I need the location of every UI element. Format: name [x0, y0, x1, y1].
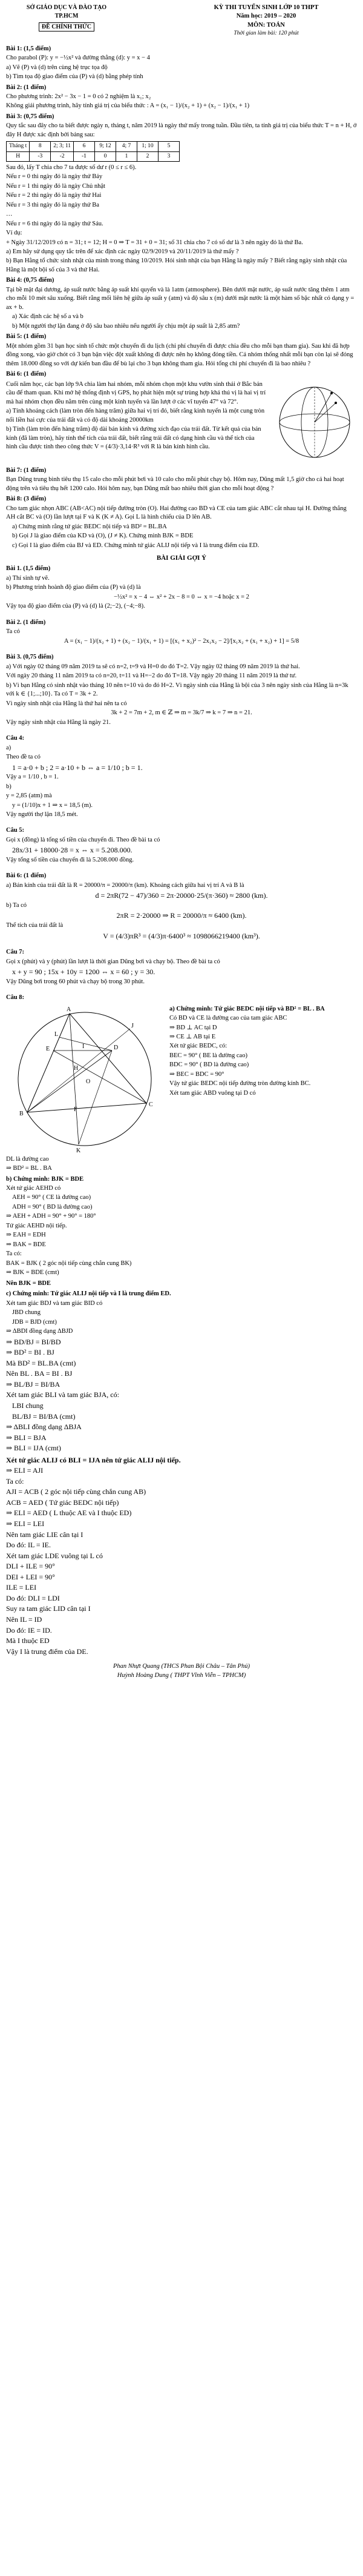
solution-8	[6, 994, 357, 1656]
problem-title: Bài 5: (1 điểm)	[6, 333, 47, 340]
problem-line: …	[6, 211, 13, 218]
solution-title: Câu 4:	[6, 735, 25, 742]
solution-line: 3k + 2 = 7m + 2, m ∈ ℤ ⇒ m = 3k/7 ⇒ k = 7 ⇒ n = 21.	[111, 709, 252, 717]
solution-line: Do đó: IE = ID.	[6, 1625, 52, 1635]
solution-line: Suy ra tam giác LID cân tại I	[6, 1604, 91, 1613]
problem-line: a) Tính khoảng cách (làm tròn đến hàng trăm) giữa hai vị trí đó, biết rằng kinh tuyến là một cung tròn nối liền hai cực của trái đất và có độ dài khoảng 20000km	[6, 408, 265, 423]
solution-title: Bài 2. (1 điểm)	[6, 619, 46, 626]
solution-line: b) Phương trình hoành độ giao điểm của (P) và (d) là	[6, 584, 141, 591]
problem-line: Nếu r = 3 thì ngày đó là ngày thứ Ba	[6, 201, 99, 208]
solution-line: JBD chung	[12, 1309, 41, 1316]
solution-line: Xét tam giác LDE vuông tại L có	[6, 1551, 103, 1560]
solution-4	[6, 734, 357, 819]
exam-title-block	[175, 4, 357, 38]
solution-title: Câu 7:	[6, 949, 25, 956]
solution-line: y = 2,85 (atm) mà	[6, 792, 52, 800]
solution-line: Vậy người thợ lặn 18,5 mét.	[6, 811, 78, 818]
solution-6	[6, 872, 357, 941]
problem-line: Nếu r = 1 thì ngày đó là ngày Chủ nhật	[6, 182, 105, 190]
solution-line: 28x/31 + 18000·28 = x ⇔ x = 5.208.000.	[12, 846, 132, 855]
table-cell: -1	[73, 151, 94, 161]
problem-4	[6, 276, 357, 331]
author-2: Huỳnh Hoàng Dung ( THPT Vĩnh Viễn – TPHCM)	[117, 1671, 246, 1679]
solution-line: x + y = 90 ; 15x + 10y = 1200 ⇔ x = 60 ; y = 30.	[12, 968, 155, 977]
problem-line: Cho phương trình: 2x² − 3x − 1 = 0 có 2 nghiệm là x₁; x₂	[6, 93, 151, 100]
solution-line: Với ngày 20 tháng 11 năm 2019 ta có n=20, t=11 và H=−2 do đó T=18. Vậy ngày 20 tháng 11 năm 2019 là thứ tư.	[6, 672, 297, 680]
solution-line: Ta có:	[6, 1250, 22, 1258]
solution-line: ⇒ BD/BJ = BI/BD	[6, 1337, 61, 1346]
solution-line: ⇒ BL/BJ = BI/BA	[6, 1379, 60, 1389]
solution-line: b) Vì bạn Hằng có sinh nhật vào tháng 10 nên t=10 và do đó H=2. Vì ngày sinh của Hằng là bội của 3 nên ngày sinh của Hằng là n=3k với k ∈ {1;...;10}. Ta có T = 3k + 2.	[6, 682, 348, 698]
solution-line: Mà I thuộc ED	[6, 1636, 50, 1645]
signature	[6, 1662, 357, 1680]
solution-2	[6, 619, 357, 646]
solution-line: Vậy ngày sinh nhật của Hằng là ngày 21.	[6, 719, 111, 726]
solution-line: Gọi x (phút) và y (phút) lần lượt là thời gian Dũng bơi và chạy bộ. Theo đề bài ta có	[6, 958, 220, 965]
problem-line: a) Em hãy sử dụng quy tắc trên để xác định các ngày 02/9/2019 và 20/11/2019 là thứ mấy ?	[6, 248, 239, 255]
problem-line: Sau đó, lấy T chia cho 7 ta được số dư r (0 ≤ r ≤ 6).	[6, 164, 137, 171]
problem-7	[6, 466, 357, 493]
official-badge: ĐỀ CHÍNH THỨC	[39, 22, 94, 32]
solution-line: Vậy tứ giác BEDC nội tiếp đường tròn đường kính BC.	[169, 1080, 311, 1087]
problem-2	[6, 84, 357, 111]
solution-title: Bài 3. (0,75 điểm)	[6, 654, 54, 661]
solution-line: Nên BL . BA = BI . BJ	[6, 1369, 73, 1378]
solution-line: Gọi x (đồng) là tổng số tiền của chuyến đi. Theo đề bài ta có	[6, 836, 160, 843]
problem-line: Cho parabol (P): y = −½x² và đường thẳng (d): y = x − 4	[6, 55, 150, 62]
problem-title: Bài 1: (1,5 điểm)	[6, 45, 51, 52]
problem-line: Không giải phương trình, hãy tính giá trị của biểu thức : A = (x₁ − 1)/(x₂ + 1) + (x₂ − 1)/(x₁ + 1)	[6, 102, 250, 110]
problem-line: b) Một người thợ lặn đang ở độ sâu bao nhiêu nếu người ấy chịu một áp suất là 2,85 atm?	[12, 322, 240, 330]
h-table	[6, 141, 180, 161]
solution-line: DL là đường cao	[6, 1155, 49, 1163]
solution-line: Do đó: IL = IE.	[6, 1541, 51, 1550]
problem-line: b) Tính (làm tròn đến hàng trăm) độ dài bán kính và đường xích đạo của trái đất. Từ kết quả của bán kính (đã làm tròn), hãy tính thể tích của trái đất, biết rằng trái đất có dạng hình cầu và thể tích của hình cầu được tính theo công thức V = (4/3)·3,14·R³ với R là bán kính hình cầu.	[6, 426, 261, 451]
geometry-figure	[6, 1003, 163, 1155]
problem-line: Nếu r = 0 thì ngày đó là ngày thứ Bảy	[6, 173, 103, 181]
solution-line: DEI + LEI = 90°	[6, 1572, 55, 1581]
svg-text:H: H	[74, 1064, 79, 1072]
solution-line: Xét tứ giác ALIJ có BLI = IJA nên tứ giác ALIJ nội tiếp.	[6, 1455, 181, 1464]
subject: MÔN: TOÁN	[247, 21, 285, 28]
table-cell: 9; 12	[94, 142, 116, 151]
problem-line: Ví dụ:	[6, 230, 22, 237]
solution-line: ⇒ BEC = BDC = 90°	[169, 1071, 224, 1078]
solution-line: Vậy I là trung điểm của DE.	[6, 1647, 88, 1656]
exam-title: KỲ THI TUYỂN SINH LỚP 10 THPT	[214, 4, 319, 11]
solution-line: ⇒ AEH + ADH = 90° + 90° = 180°	[6, 1213, 96, 1220]
problem-6-body	[6, 380, 357, 465]
solution-line: BL/BJ = BI/BA (cmt)	[12, 1412, 76, 1421]
svg-text:B: B	[19, 1110, 24, 1117]
solution-line: LBI chung	[12, 1401, 44, 1410]
table-cell: 2	[137, 151, 158, 161]
table-row	[7, 142, 180, 151]
svg-text:E: E	[46, 1045, 50, 1052]
problem-title: Bài 6: (1 điểm)	[6, 371, 47, 378]
solution-title: Câu 5:	[6, 827, 25, 834]
solution-line: Do đó: DLI = LDI	[6, 1593, 60, 1602]
solution-line: Vậy tọa độ giao điểm của (P) và (d) là (2;−2), (−4;−8).	[6, 603, 145, 610]
solution-line: Nên IL = ID	[6, 1615, 42, 1624]
solution-line: c) Chứng minh: Tứ giác ALIJ nội tiếp và I là trung điểm ED.	[6, 1290, 171, 1298]
solution-line: ⇒ BJK = BDE (cmt)	[6, 1269, 59, 1276]
solution-7	[6, 948, 357, 986]
problem-title: Bài 4: (0,75 điểm)	[6, 277, 54, 284]
solution-line: ⇒ CE ⊥ AB tại E	[169, 1033, 216, 1040]
problem-line: b) Bạn Hằng tổ chức sinh nhật của mình trong tháng 10/2019. Hỏi sinh nhật của bạn Hằng là ngày mấy ? Biết rằng ngày sinh nhật của Hằng là một bội số của 3 và thứ Hai.	[6, 257, 347, 273]
solution-3	[6, 653, 357, 727]
solution-line: ⇒ BLI = IJA (cmt)	[6, 1444, 61, 1453]
svg-text:L: L	[54, 1031, 59, 1038]
solution-line: Xét tam giác BDJ và tam giác BID có	[6, 1300, 103, 1307]
solution-line: BEC = 90° ( BE là đường cao)	[169, 1052, 247, 1059]
problem-line: a) Xác định các hệ số a và b	[12, 313, 83, 320]
table-cell: Tháng t	[7, 142, 30, 151]
solution-line: ADH = 90° ( BD là đường cao)	[12, 1203, 93, 1210]
problem-line: Nếu r = 6 thì ngày đó là ngày thứ Sáu.	[6, 220, 103, 227]
solution-line: AEH = 90° ( CE là đường cao)	[12, 1194, 91, 1201]
solution-line: Nên tam giác LIE cân tại I	[6, 1530, 83, 1539]
problem-title: Bài 7: (1 điểm)	[6, 466, 47, 474]
solution-heading: BÀI GIẢI GỢI Ý	[156, 554, 207, 562]
solution-line: ⇒ ΔBDI đồng dạng ΔBJD	[6, 1328, 73, 1335]
solution-line: Vậy Dũng bơi trong 60 phút và chạy bộ trong 30 phút.	[6, 978, 145, 985]
problem-line: Cuối năm học, các bạn lớp 9A chia làm hai nhóm, mỗi nhóm chọn một khu vườn sinh thái ở Bắc bán cầu để tham quan. Khi mở hệ thống định vị GPS, họ phát hiện một sự trùng hợp khá thú vị là hai vị trí mà hai nhóm chọn đều nằm trên cùng một kinh tuyến và lần lượt ở các vĩ tuyến 47° và 72°.	[6, 380, 266, 405]
solution-line: V = (4/3)πR³ = (4/3)π·6400³ ≈ 1098066219400 (km³).	[103, 931, 260, 940]
solution-line: a) Với ngày 02 tháng 09 năm 2019 ta sẽ có n=2, t=9 và H=0 do đó T=2. Vậy ngày 02 tháng 09 năm 2019 là thứ hai.	[6, 663, 300, 670]
solution-line: Vì ngày sinh nhật của Hằng là thứ hai nên ta có	[6, 700, 127, 707]
problem-line: Bạn Dũng trung bình tiêu thụ 15 calo cho mỗi phút bơi và 10 calo cho mỗi phút chạy bộ. Hôm nay, Dũng mất 1,5 giờ cho cả hai hoạt động trên và tiêu thụ hết 1200 calo. Hỏi hôm nay, bạn Dũng mất bao nhiêu thời gian cho mỗi hoạt động ?	[6, 476, 344, 492]
exam-page	[6, 0, 357, 1680]
table-cell: 5	[158, 142, 179, 151]
solution-line: Xét tứ giác AEHD có	[6, 1184, 61, 1192]
problem-8	[6, 495, 357, 550]
table-cell: -3	[30, 151, 51, 161]
problem-line: Nếu r = 2 thì ngày đó là ngày thứ Hai	[6, 192, 102, 199]
problem-3	[6, 113, 357, 274]
problem-line: a) Vẽ (P) và (d) trên cùng hệ trục tọa độ	[6, 64, 108, 71]
solution-line: ⇒ EAH = EDH	[6, 1232, 46, 1239]
solution-line: A = (x₁ − 1)/(x₂ + 1) + (x₂ − 1)/(x₁ + 1) = [(x₁ + x₂)² − 2x₁x₂ − 2]/[x₁x₂ + (x₁ + x₂) + 1] = 5/8	[64, 637, 299, 645]
svg-text:A: A	[67, 1006, 71, 1013]
solution-line: a) Chứng minh: Tứ giác BEDC nội tiếp và BD² = BL . BA	[169, 1005, 325, 1012]
solution-line: b)	[6, 783, 11, 790]
solution-line: DLI + ILE = 90°	[6, 1562, 55, 1571]
solution-5	[6, 826, 357, 865]
solution-line: Vậy a = 1/10 , b = 1.	[6, 774, 59, 781]
solution-8-part-a	[6, 1003, 357, 1155]
svg-text:K: K	[76, 1147, 81, 1154]
svg-text:D: D	[114, 1044, 119, 1051]
solution-line: y = (1/10)x + 1 ⇒ x = 18,5 (m).	[12, 802, 93, 809]
solution-line: Xét tam giác BLI và tam giác BJA, có:	[6, 1390, 119, 1399]
solution-line: Tứ giác AEHD nội tiếp.	[6, 1222, 67, 1229]
svg-text:I: I	[82, 1043, 85, 1050]
solution-line: a) Thí sinh tự vẽ.	[6, 574, 50, 582]
solution-line: ⇒ ELI = AJI	[6, 1466, 44, 1475]
solution-line: Ta có	[6, 628, 20, 636]
solution-line: Vậy tổng số tiền của chuyến đi là 5.208.000 đồng.	[6, 856, 134, 863]
solution-line: AJI = ACB ( 2 góc nội tiếp cùng chắn cung AB)	[6, 1487, 146, 1496]
solution-1	[6, 565, 357, 611]
solution-line: a)	[6, 744, 11, 751]
table-cell: 8	[30, 142, 51, 151]
solution-title: Câu 8:	[6, 994, 25, 1001]
table-cell: -2	[51, 151, 74, 161]
solution-line: ⇒ ELI = LEI	[6, 1519, 45, 1529]
problem-6-text	[6, 380, 266, 465]
problem-title: Bài 2: (1 điểm)	[6, 84, 47, 91]
solution-8a-text	[169, 1003, 357, 1155]
problem-line: Một nhóm gồm 31 bạn học sinh tổ chức một chuyến đi du lịch (chi phí chuyến đi được chia đều cho mỗi bạn tham gia). Sau khi đã hợp đồng xong, vào giờ chót có 3 bạn bận việc đột xuất không đi được nên họ không đóng tiền. Cả nhóm thống nhất mỗi bạn còn lại sẽ đóng thêm 18.000 đồng so với dự kiến ban đầu để bù lại cho 3 bạn không tham gia. Hỏi tổng chi phí chuyến đi là bao nhiêu ?	[6, 342, 353, 367]
solution-line: ⇒ ELI = AED ( L thuộc AE và I thuộc ED)	[6, 1509, 132, 1518]
table-cell: 1	[116, 151, 137, 161]
city-name: TP.HCM	[54, 12, 79, 19]
problem-line: c) Gọi I là giao điểm của BJ và ED. Chứng minh tứ giác ALIJ nội tiếp và I là trung điểm của ED.	[12, 542, 260, 549]
svg-text:O: O	[86, 1078, 91, 1085]
problem-1	[6, 45, 357, 82]
svg-text:C: C	[149, 1101, 153, 1108]
solution-line: a) Bán kính của trái đất là R = 20000/π = 20000/π (km). Khoảng cách giữa hai vị trí A và B là	[6, 881, 244, 889]
solution-line: ACB = AED ( Tứ giác BEDC nội tiếp)	[6, 1498, 119, 1507]
globe-figure	[272, 380, 357, 465]
problem-title: Bài 3: (0,75 điểm)	[6, 113, 54, 120]
school-year: Năm học: 2019 – 2020	[236, 13, 296, 20]
solution-line: b) Ta có	[6, 901, 27, 909]
table-cell: 3	[158, 151, 179, 161]
solution-line: 2πR = 2·20000 ⇒ R = 20000/π ≈ 6400 (km).	[116, 911, 247, 920]
solution-line: d = 2πR(72 − 47)/360 = 2π·20000·25/(π·360) ≈ 2800 (km).	[95, 891, 268, 900]
solution-line: b) Chứng minh: BJK = BDE	[6, 1175, 84, 1183]
solution-line: BDC = 90° ( BD là đường cao)	[169, 1061, 249, 1069]
problem-line: b) Gọi J là giao điểm của KD và (O), (J ≠ K). Chứng minh BJK = BDE	[12, 533, 194, 540]
table-cell: H	[7, 151, 30, 161]
problem-line: Quy tắc sau đây cho ta biết được ngày n, tháng t, năm 2019 là ngày thứ mấy trong tuần. Đầu tiên, ta tính giá trị của biểu thức T = n + H, ở đây H được xác định bởi bảng sau:	[6, 122, 357, 138]
solution-line: −½x² = x − 4 ⇔ x² + 2x − 8 = 0 ⇔ x = −4 hoặc x = 2	[114, 593, 249, 600]
solution-line: Mà BD² = BL.BA (cmt)	[6, 1358, 76, 1367]
problem-line: Tại bề mặt đại dương, áp suất nước bằng áp suất khí quyển và là 1atm (atmosphere). Bên dưới mặt nước, áp suất nước tăng thêm 1 atm cho mỗi 10 mét sâu xuống. Biết rằng mối liên hệ giữa áp suất y (atm) và độ sâu x (m) dưới mặt nước là một hàm số bậc nhất có dạng y = ax + b.	[6, 286, 355, 311]
solution-line: ⇒ BD ⊥ AC tại D	[169, 1024, 217, 1031]
solution-line: ⇒ BD² = BI . BJ	[6, 1348, 54, 1357]
author-1: Phan Nhựt Quang (THCS Phan Bội Châu – Tân Phú)	[113, 1663, 250, 1670]
table-cell: 1; 10	[137, 142, 158, 151]
solution-line: ⇒ ΔBLI đồng dạng ΔBJA	[6, 1422, 82, 1432]
problem-line: Cho tam giác nhọn ABC (AB<AC) nội tiếp đường tròn (O). Hai đường cao BD và CE của tam giác ABC cắt nhau tại H. Đường thẳng AH cắt BC và (O) lần lượt tại F và K (K ≠ A). Gọi L là hình chiếu của D lên AB.	[6, 505, 347, 521]
problem-5	[6, 333, 357, 368]
problem-line: + Ngày 31/12/2019 có n = 31; t = 12; H = 0 ⇒ T = 31 + 0 = 31; số 31 chia cho 7 có số dư là 3 nên ngày đó là thứ Ba.	[6, 239, 303, 246]
solution-line: Nên BJK = BDE	[6, 1280, 51, 1287]
department-block	[6, 4, 127, 38]
svg-text:F: F	[74, 1106, 77, 1113]
department-name: SỞ GIÁO DỤC VÀ ĐÀO TẠO	[26, 4, 107, 11]
solution-line: JDB = BJD (cmt)	[12, 1318, 57, 1326]
solution-line: ⇒ BAK = BDE	[6, 1241, 46, 1248]
table-cell: 6	[73, 142, 94, 151]
solution-line: ILE = LEI	[6, 1583, 37, 1592]
solution-line: Thể tích của trái đất là	[6, 922, 64, 929]
table-row	[7, 151, 180, 161]
solution-line: 1 = a·0 + b ; 2 = a·10 + b ⇔ a = 1/10 ; b = 1.	[12, 763, 143, 772]
problem-6	[6, 370, 357, 464]
solution-title: Bài 6: (1 điểm)	[6, 872, 47, 880]
table-cell: 0	[94, 151, 116, 161]
solution-title: Bài 1. (1,5 điểm)	[6, 565, 51, 573]
table-cell: 4; 7	[116, 142, 137, 151]
solution-line: Theo đề ta có	[6, 754, 41, 761]
solution-line: Có BD và CE là đường cao của tam giác ABC	[169, 1015, 287, 1022]
table-cell: 2; 3; 11	[51, 142, 74, 151]
svg-text:J: J	[131, 1022, 134, 1029]
exam-header	[6, 4, 357, 38]
time-limit: Thời gian làm bài: 120 phút	[234, 30, 299, 37]
problem-title: Bài 8: (3 điểm)	[6, 496, 47, 503]
solution-line: Xét tứ giác BEDC, có:	[169, 1043, 227, 1050]
solution-line: ⇒ BLI = BJA	[6, 1433, 47, 1442]
solution-line: Xét tam giác ABD vuông tại D có	[169, 1089, 256, 1097]
problem-line: a) Chứng minh rằng tứ giác BEDC nội tiếp và BD² = BL.BA	[12, 523, 167, 530]
solution-line: Ta có:	[6, 1476, 24, 1486]
problem-line: b) Tìm tọa độ giao điểm của (P) và (d) bằng phép tính	[6, 73, 143, 81]
solution-line: ⇒ BD² = BL . BA	[6, 1165, 52, 1172]
solution-line: BAK = BJK ( 2 góc nội tiếp cùng chắn cung BK)	[6, 1260, 132, 1267]
